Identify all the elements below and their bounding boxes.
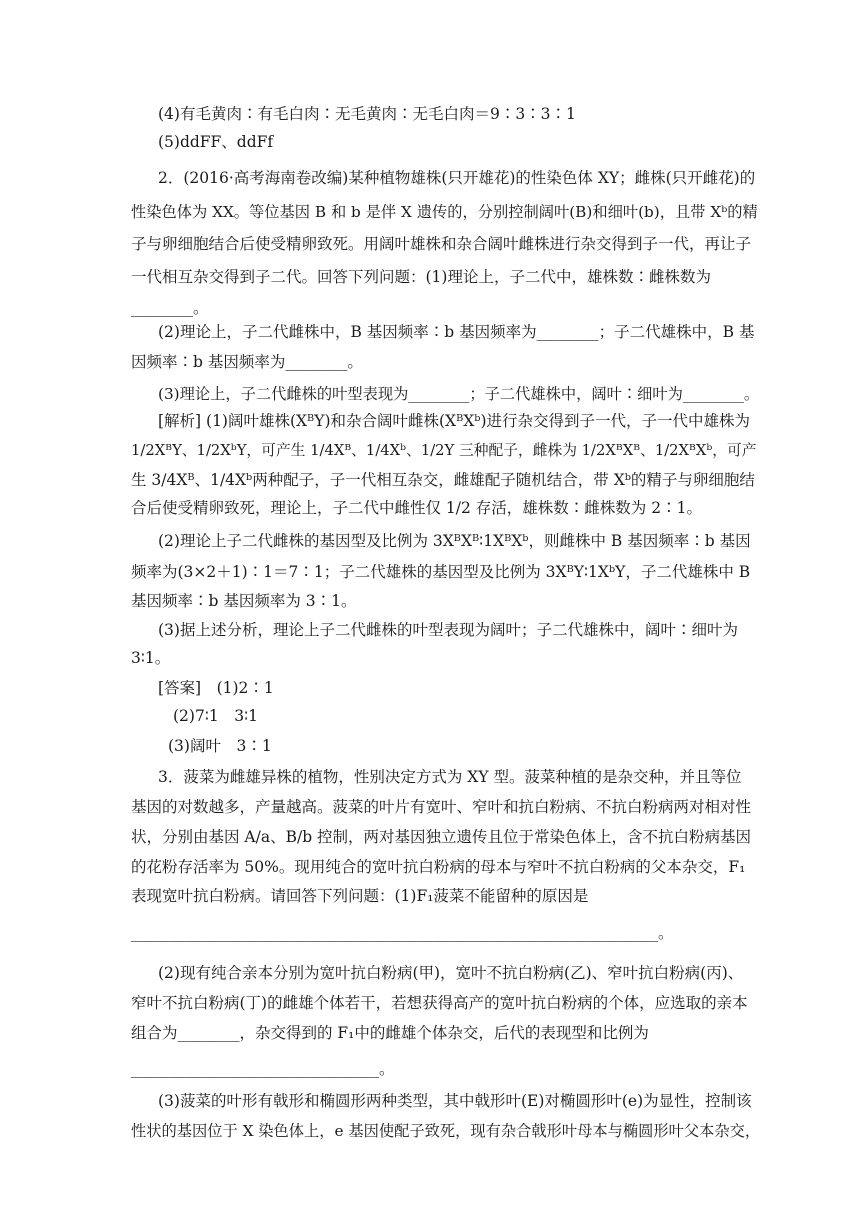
analysis-line-3: 生 3/4Xᴮ、1/4Xᵇ两种配子，子一代相互杂交，雌雄配子随机结合，带 Xᵇ的精子与卵细胞结: [131, 471, 755, 489]
question-3-part-2-line-2: 窄叶不抗白粉病(丁)的雌雄个体若干，若想获得高产的宽叶抗白粉病的个体，应选取的亲本: [131, 994, 748, 1012]
question-2-line-2: 性染色体为 XX。等位基因 B 和 b 是伴 X 遗传的，分别控制阔叶(B)和细叶(b)，且带 Xᵇ的精: [131, 203, 758, 221]
analysis-line-9: 3∶1。: [131, 649, 171, 667]
answer-line-5: (5)ddFF、ddFf: [158, 133, 274, 151]
question-2-part-3: (3)理论上，子二代雌株的叶型表现为________；子二代雄株中，阔叶∶细叶为________。: [158, 385, 760, 403]
question-3-blank-2: ________________________________。: [131, 1060, 395, 1078]
question-2-part-2-line-2: 因频率∶b 基因频率为________。: [131, 353, 363, 371]
answer-line-4: (4)有毛黄肉∶有毛白肉∶无毛黄肉∶无毛白肉＝9∶3∶3∶1: [158, 105, 576, 123]
question-3-line-5: 表现宽叶抗白粉病。请回答下列问题：(1)F₁菠菜不能留种的原因是: [131, 887, 589, 905]
question-3-line-4: 的花粉存活率为 50%。现用纯合的宽叶抗白粉病的母本与窄叶不抗白粉病的父本杂交，F₁: [131, 858, 746, 876]
answer-key-3: (3)阔叶 3∶1: [168, 737, 272, 755]
question-2-part-2-line-1: (2)理论上，子二代雌株中，B 基因频率∶b 基因频率为________；子二代雄株中，B 基: [158, 323, 755, 341]
question-2-line-4: 一代相互杂交得到子二代。回答下列问题：(1)理论上，子二代中，雄株数∶雌株数为: [131, 268, 711, 286]
analysis-line-6: 频率为(3×2＋1)∶1＝7∶1；子二代雄株的基因型及比例为 3XᴮY∶1XᵇY，子二代雄株中 B: [131, 563, 751, 581]
question-3-line-3: 状，分别由基因 A/a、B/b 控制，两对基因独立遗传且位于常染色体上，含不抗白粉病基因: [131, 828, 752, 846]
answer-key-1: [答案] (1)2∶1: [158, 679, 274, 697]
question-3-part-2-line-1: (2)现有纯合亲本分别为宽叶抗白粉病(甲)，宽叶不抗白粉病(乙)、窄叶抗白粉病(丙)、: [158, 964, 744, 982]
analysis-line-8: (3)据上述分析，理论上子二代雌株的叶型表现为阔叶；子二代雄株中，阔叶∶细叶为: [158, 621, 738, 639]
analysis-line-7: 基因频率∶b 基因频率为 3∶1。: [131, 592, 357, 610]
analysis-line-2: 1/2XᴮY、1/2XᵇY，可产生 1/4Xᴮ、1/4Xᵇ、1/2Y 三种配子，雌株为 1/2XᴮXᴮ、1/2XᴮXᵇ，可产: [131, 442, 757, 459]
question-3-line-2: 基因的对数越多，产量越高。菠菜的叶片有宽叶、窄叶和抗白粉病、不抗白粉病两对相对性: [131, 798, 752, 816]
analysis-line-5: (2)理论上子二代雌株的基因型及比例为 3XᴮXᴮ∶1XᴮXᵇ，则雌株中 B 基因频率∶b 基因: [158, 532, 751, 550]
analysis-line-4: 合后使受精卵致死，理论上，子二代中雌性仅 1/2 存活，雄株数∶雌株数为 2∶1。: [131, 499, 702, 517]
answer-key-2: (2)7∶1 3∶1: [173, 707, 258, 725]
question-3-part-3-line-1: (3)菠菜的叶形有戟形和椭圆形两种类型，其中戟形叶(E)对椭圆形叶(e)为显性，控制该: [158, 1092, 752, 1110]
question-3-line-1: 3．菠菜为雌雄异株的植物，性别决定方式为 XY 型。菠菜种植的是杂交种，并且等位: [158, 768, 742, 786]
question-2-line-1: 2．(2016·高考海南卷改编)某种植物雄株(只开雄花)的性染色体 XY；雌株(只开雌花)的: [158, 169, 756, 187]
analysis-line-1: [解析] (1)阔叶雄株(XᴮY)和杂合阔叶雌株(XᴮXᵇ)进行杂交得到子一代，子一代中雄株为: [158, 412, 751, 430]
question-2-blank-1: ________。: [131, 299, 209, 317]
question-3-part-2-line-3: 组合为________，杂交得到的 F₁中的雌雄个体杂交，后代的表现型和比例为: [131, 1024, 649, 1042]
question-2-line-3: 子与卵细胞结合后使受精卵致死。用阔叶雄株和杂合阔叶雌株进行杂交得到子一代，再让子: [131, 235, 752, 253]
question-3-blank-1: ____________________________________________________________________。: [131, 924, 674, 942]
question-3-part-3-line-2: 性状的基因位于 X 染色体上，e 基因使配子致死，现有杂合戟形叶母本与椭圆形叶父本杂交，: [131, 1122, 761, 1140]
